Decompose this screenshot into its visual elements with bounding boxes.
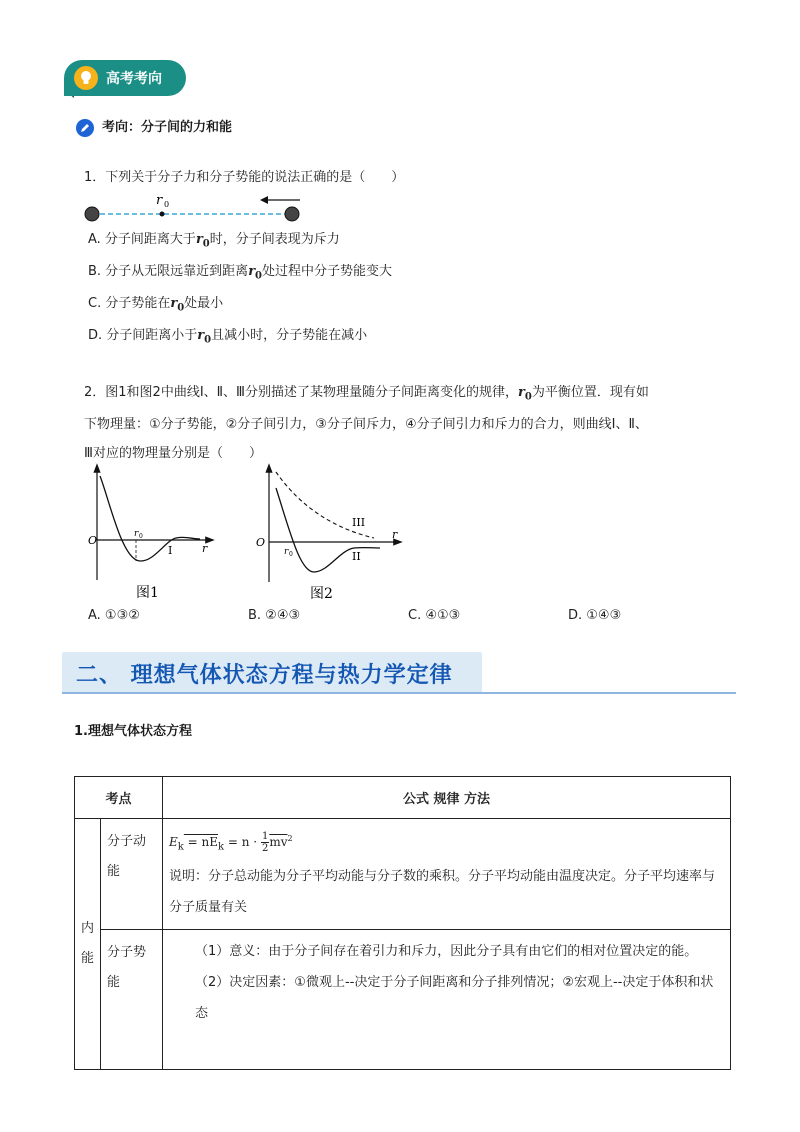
group-cell	[75, 819, 101, 1070]
q2-option-b[interactable]: B. ②④③	[248, 608, 301, 623]
molecule-right	[285, 207, 299, 221]
r0-sub: 0	[164, 200, 170, 209]
row-label-cell	[101, 819, 163, 930]
pencil-icon	[76, 119, 94, 137]
q2-option-a[interactable]: A. ①③②	[88, 608, 140, 623]
fig2-r0-label: r	[284, 547, 289, 557]
fig1-curve-label: I	[168, 544, 173, 557]
row-label-cell	[101, 930, 163, 1070]
row-content-cell	[163, 930, 731, 1070]
tag-label: 高考考向	[106, 71, 162, 87]
fig1-caption: 图1	[136, 585, 159, 601]
topic-subheading	[76, 116, 232, 136]
row-label: 分子势能	[107, 945, 147, 991]
section-2-banner	[62, 652, 482, 694]
potential-energy-meaning: （1）意义：由于分子间存在着引力和斥力，因此分子具有由它们的相对位置决定的能。	[195, 944, 698, 960]
row-content-cell	[163, 819, 731, 930]
q1-option-d[interactable]: D. 分子间距离小于$r_0$且减小时，分子势能在减小	[88, 328, 368, 346]
figure-1	[80, 462, 220, 602]
header-content: 公式 规律 方法	[163, 777, 731, 819]
fig2-r0-sub: 0	[289, 551, 293, 558]
fig1-r-label: r	[202, 542, 208, 555]
q1-option-a[interactable]: A. 分子间距离大于$r_0$时，分子间表现为斥力	[88, 232, 340, 250]
kinetic-energy-note: 说明：分子总动能为分子平均动能与分子数的乘积。分子平均动能由温度决定。分子平均速率与分子质量有关	[169, 869, 716, 916]
fig2-r-label: r	[392, 528, 398, 541]
q1-molecule-diagram	[80, 190, 310, 226]
r0-label: r	[156, 193, 163, 208]
lightbulb-icon	[74, 66, 98, 90]
equilibrium-point	[160, 212, 165, 217]
arrow-head-icon	[260, 196, 268, 204]
fig2-caption: 图2	[310, 586, 333, 602]
fig1-origin: O	[88, 534, 98, 547]
q2-option-d[interactable]: D. ①④③	[568, 608, 622, 623]
q2-option-c[interactable]: C. ④①③	[408, 608, 461, 623]
section-tag	[64, 60, 186, 98]
q2-stem-line2: 下物理量：①分子势能，②分子间引力，③分子间斥力，④分子间引力和斥力的合力，则曲线Ⅰ、Ⅱ、	[84, 417, 648, 432]
table-row	[75, 930, 731, 1070]
kinetic-energy-formula: $E_k = nE_k = n$ · $\frac{1}{2}$ $\overline{mv}^2$	[169, 831, 293, 854]
section-divider	[62, 692, 736, 694]
fig2-curve-III-label: III	[352, 516, 366, 529]
fig1-r0-label: r	[134, 529, 139, 539]
q2-stem-line1: 2．图1和图2中曲线Ⅰ、Ⅱ、Ⅲ分别描述了某物理量随分子间距离变化的规律，$r_0$为平衡位置．现有如	[84, 385, 649, 403]
q1-option-c[interactable]: C. 分子势能在$r_0$处最小	[88, 296, 224, 314]
table-header-row	[75, 777, 731, 819]
row-label: 分子动能	[107, 834, 147, 879]
subsection-title: 1.理想气体状态方程	[74, 724, 192, 739]
table-row	[75, 819, 731, 930]
group-label: 内 能	[80, 921, 94, 967]
fig1-r0-sub: 0	[139, 533, 143, 540]
subhead-label: 考向：分子间的力和能	[102, 120, 233, 135]
fig2-curve-II	[276, 488, 380, 572]
section-2-title: 二、 理想气体状态方程与热力学定律	[76, 663, 453, 688]
fig2-origin: O	[256, 536, 266, 549]
fig2-curve-II-label: II	[352, 550, 361, 563]
header-topic: 考点	[75, 777, 163, 819]
knowledge-table	[74, 776, 731, 1070]
molecule-left	[85, 207, 99, 221]
fig1-curve-I	[100, 476, 200, 561]
q1-stem: 1．下列关于分子力和分子势能的说法正确的是（ ）	[84, 170, 405, 185]
potential-energy-factors: （2）决定因素：①微观上--决定于分子间距离和分子排列情况；②宏观上--决定于体积和状态	[195, 975, 714, 1022]
q2-stem-line3: Ⅲ对应的物理量分别是（ ）	[84, 446, 262, 461]
q1-option-b[interactable]: B. 分子从无限远靠近到距离$r_0$处过程中分子势能变大	[88, 264, 393, 282]
figure-2	[254, 462, 404, 604]
